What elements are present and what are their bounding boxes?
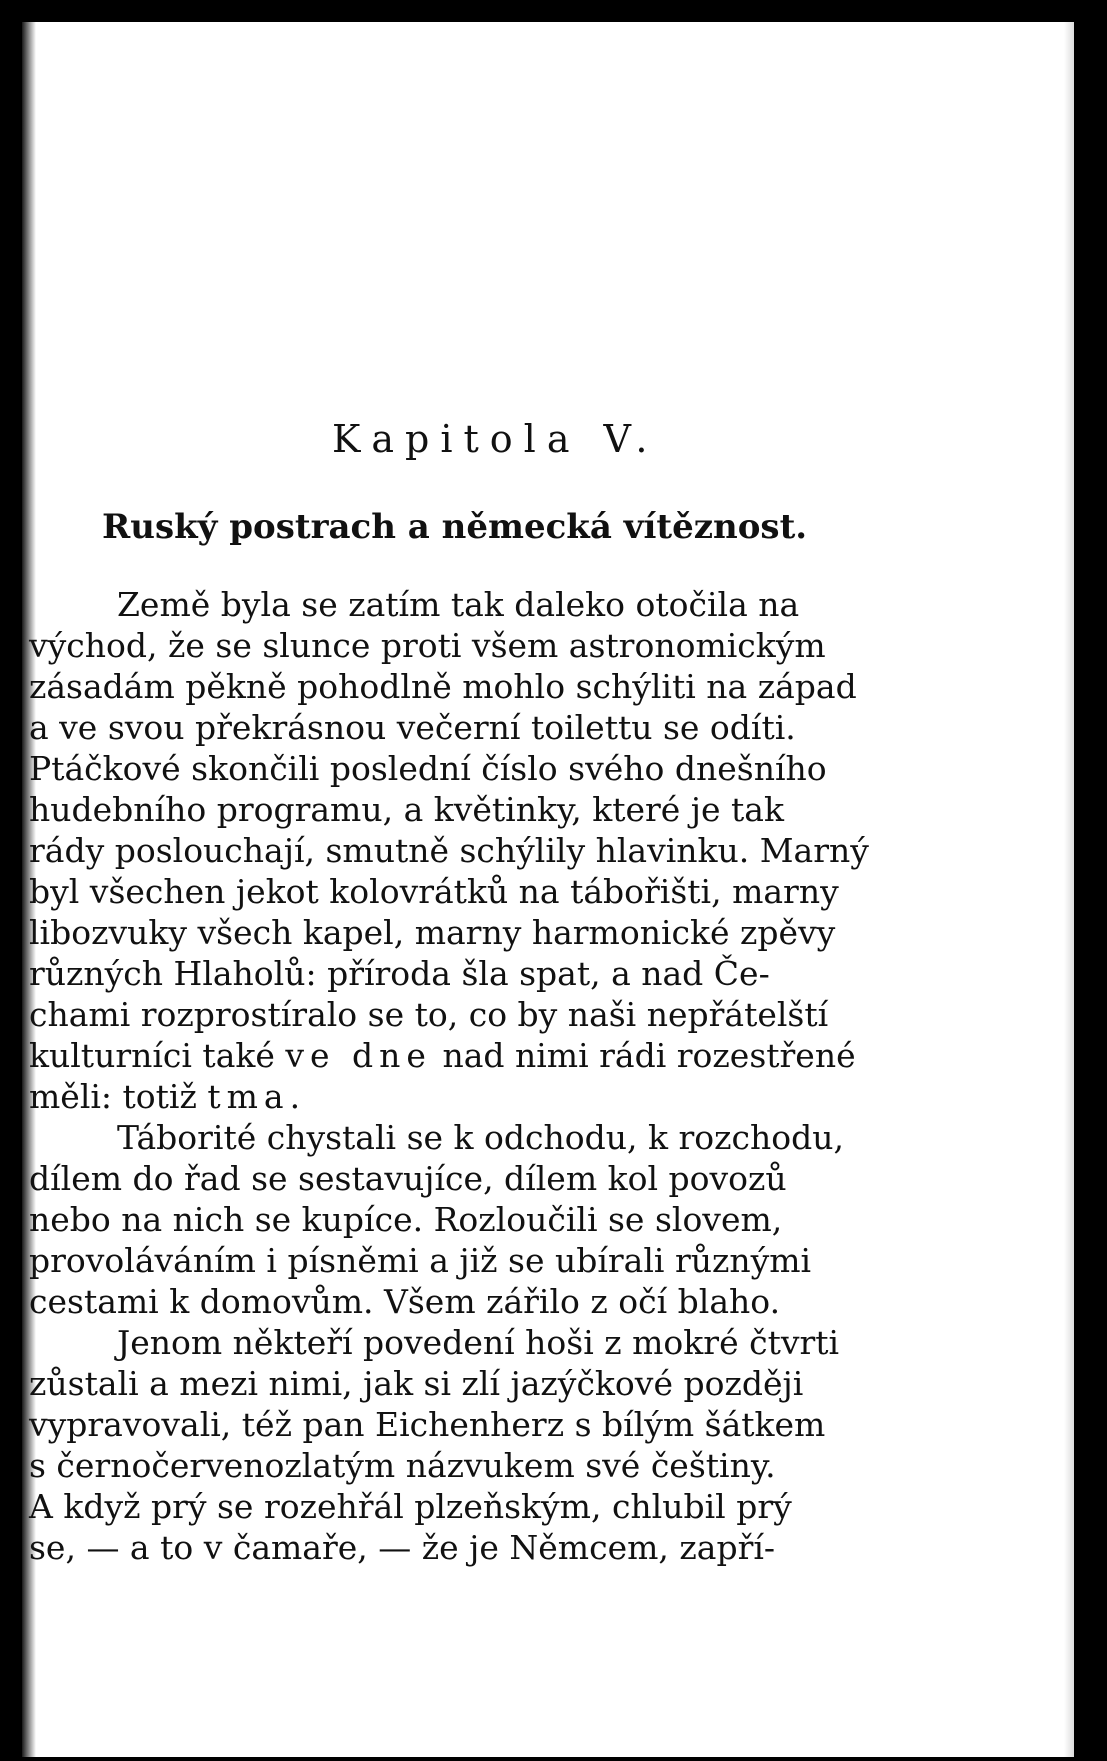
text-line: vypravovali, též pan Eichenherz s bílým šátkem xyxy=(29,1405,826,1444)
text-line: chami rozprostíralo se to, co by naši nepřátelští xyxy=(29,995,829,1034)
text-line: Jenom někteří povedení hoši z mokré čtvrti xyxy=(117,1323,840,1362)
line-prefix: kulturníci také xyxy=(29,1036,286,1075)
text-line: libozvuky všech kapel, marny harmonické zpěvy xyxy=(29,913,836,952)
chapter-subtitle: Ruský postrach a německá vítěznost. xyxy=(102,507,808,547)
text-line: Země byla se zatím tak daleko otočila na xyxy=(117,585,800,624)
text-line: východ, že se slunce proti všem astronomickým xyxy=(29,626,826,665)
text-line: Ptáčkové skončili poslední číslo svého dnešního xyxy=(29,749,827,788)
text-line: cestami k domovům. Všem zářilo z očí blaho. xyxy=(29,1282,781,1321)
chapter-heading: Kapitola V. xyxy=(332,417,659,461)
text-line: se, — a to v čamaře, — že je Němcem, zapří- xyxy=(29,1528,776,1567)
text-line: Táborité chystali se k odchodu, k rozchodu, xyxy=(117,1118,844,1157)
spaced-emphasis: ve dne xyxy=(285,1036,432,1075)
text-line: dílem do řad se sestavujíce, dílem kol povozů xyxy=(29,1159,787,1198)
text-line: byl všechen jekot kolovrátků na tábořišti, marny xyxy=(29,872,839,911)
chapter-body xyxy=(29,584,939,1568)
text-line: hudebního programu, a květinky, které je tak xyxy=(29,790,784,829)
text-line: a ve svou překrásnou večerní toilettu se odíti. xyxy=(29,708,796,747)
text-line: s černočervenozlatým názvukem své češtiny. xyxy=(29,1446,776,1485)
text-line-emphasis xyxy=(29,1076,939,1117)
text-line-emphasis xyxy=(29,1035,939,1076)
text-line: rády poslouchají, smutně schýlily hlavinku. Marný xyxy=(29,831,869,870)
line-suffix: . xyxy=(289,1077,301,1116)
text-line: zůstali a mezi nimi, jak si zlí jazýčkové později xyxy=(29,1364,804,1403)
text-line: zásadám pěkně pohodlně mohlo schýliti na západ xyxy=(29,667,857,706)
text-line: A když prý se rozehřál plzeňským, chlubil prý xyxy=(29,1487,792,1526)
page-edge-shadow xyxy=(1064,22,1074,1757)
line-prefix: měli: totiž xyxy=(29,1077,208,1116)
text-line: provoláváním i písněmi a již se ubírali různými xyxy=(29,1241,812,1280)
text-line: různých Hlaholů: příroda šla spat, a nad Če- xyxy=(29,954,770,993)
text-line: nebo na nich se kupíce. Rozloučili se slovem, xyxy=(29,1200,783,1239)
book-page xyxy=(22,22,1074,1757)
spaced-emphasis: tma xyxy=(207,1077,290,1116)
line-suffix: nad nimi rádi rozestřené xyxy=(431,1036,856,1075)
